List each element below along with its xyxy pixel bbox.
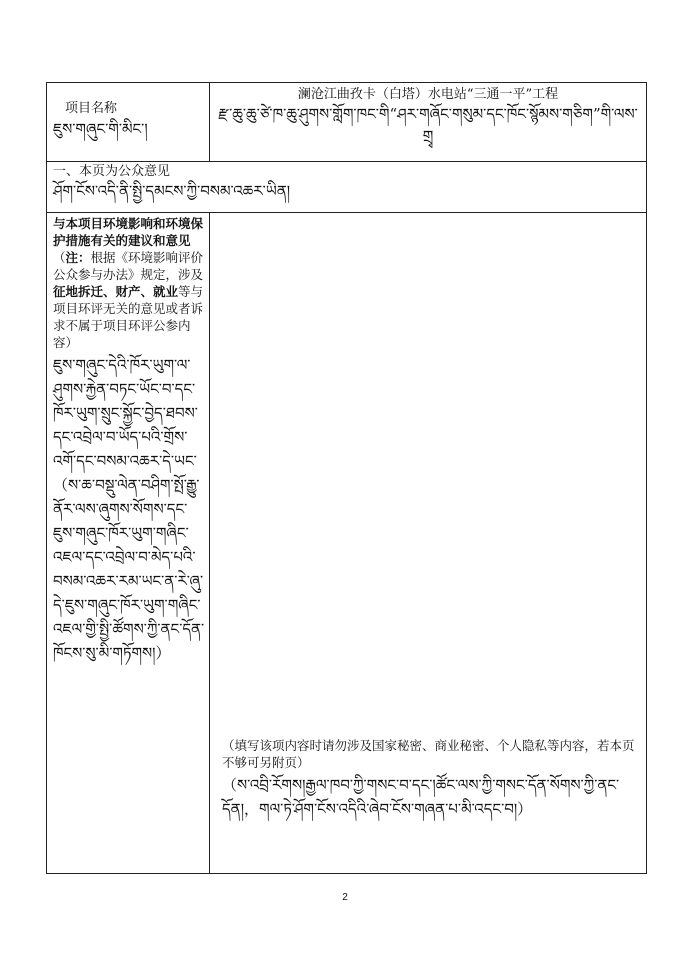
- section-title-zh: 一、本页为公众意见: [53, 164, 171, 179]
- page-number: 2: [342, 892, 348, 903]
- privacy-notice-bo: （ས་འབྲི་རོགས།རྒྱལ་ཁབ་ཀྱི་གསང་བ་དང་།ཚོང་ལས་ཀྱི་གསང་དོན་སོགས་ཀྱི་ནང་དོན།，གལ་ཏེ་ཤོག་ངོས་འདིའི་ཞེབ་ངོས་གཞན་པ་མི་འདང་བ།）: [222, 776, 620, 818]
- section-title-bo: ཤོག་ངོས་འདི་ནི་སྤྱི་དམངས་ཀྱི་བསམ་འཆར་ཡིན།: [53, 182, 291, 200]
- instruction-note-label: 注：: [65, 250, 91, 265]
- section-title-row: [47, 162, 647, 213]
- public-opinion-form: [46, 82, 647, 874]
- instruction-zh: 与本项目环境影响和环境保护措施有关的建议和意见（注：根据《环境影响评价公众参与办法》规定，涉及征地拆迁、财产、就业等与项目环评无关的意见或者诉求不属于项目环评公参内容）: [53, 216, 204, 350]
- privacy-notice-zh: （填写该项内容时请勿涉及国家秘密、商业秘密、个人隐私等内容，若本页不够可另附页）: [222, 738, 635, 770]
- project-name-row: [47, 83, 647, 162]
- project-name-value-zh: 澜沧江曲孜卡（白塔）水电站“三通一平”工程: [297, 87, 559, 102]
- project-name-value-cell: [210, 83, 647, 162]
- project-name-value-bo: རྫ་ཆུ་ཆུ་ཙེ་ཁ་ཆུ་ཤུགས་གློག་ཁང་གི“ཤར་གཞོང་གསུམ་དང་ཁོང་སྙོམས་གཅིག”གི་ལས་གྲྭ: [218, 105, 638, 145]
- instruction-bo: ཇུས་གཞུང་དེའི་ཁོར་ཡུག་ལ་ཤུགས་རྐྱེན་བཏང་ཡོང་བ་དང་ཁོར་ཡུག་སྲུང་སྐྱོང་བྱེད་ཐབས་དང་འབྲེལ་བ་ཡོད་པའི་གྲོས་འགོ་དང་བསམ་འཆར་དེ་ཡང་（ས་ཆ་བསྡུ་ལེན་བཤིག་སྤོ་རྒྱུ་ནོར་ལས་ཞུགས་སོགས་དང་ཇུས་གཞུང་ཁོར་ཡུག་གཞིང་འཇལ་དང་འབྲེལ་བ་མེད་པའི་བསམ་འཆར་རམ་ཡང་ན་རེ་ཞུ་དེ་ཇུས་གཞུང་ཁོར་ཡུག་གཞིང་འཇལ་གྱི་སྤྱི་ཚོགས་ཀྱི་ནང་དོན་ཁོངས་སུ་མི་གཏོགས།）: [53, 356, 205, 662]
- project-name-label-cell: [47, 83, 210, 162]
- instruction-bold-exclusions: 征地拆迁、财产、就业: [53, 284, 179, 299]
- project-name-label-zh: 项目名称: [65, 101, 118, 116]
- instruction-text-2: 等与项目环评无关的意见或者诉求不属于项目环评公参内容）: [53, 284, 204, 350]
- privacy-notice: [222, 737, 640, 821]
- opinion-answer-cell: [210, 213, 647, 874]
- instruction-text-1: 根据《环境影响评价公众参与办法》规定，涉及: [53, 250, 204, 282]
- project-name-label-bo: ཇུས་གཞུང་གི་མིང་།: [53, 120, 148, 138]
- instruction-bold-topic: 与本项目环境影响和环境保护措施有关的建议和意见: [53, 216, 204, 248]
- section-title-cell: [47, 162, 647, 213]
- opinion-input-area[interactable]: [210, 213, 646, 713]
- opinion-row: [47, 213, 647, 874]
- instruction-cell: [47, 213, 210, 874]
